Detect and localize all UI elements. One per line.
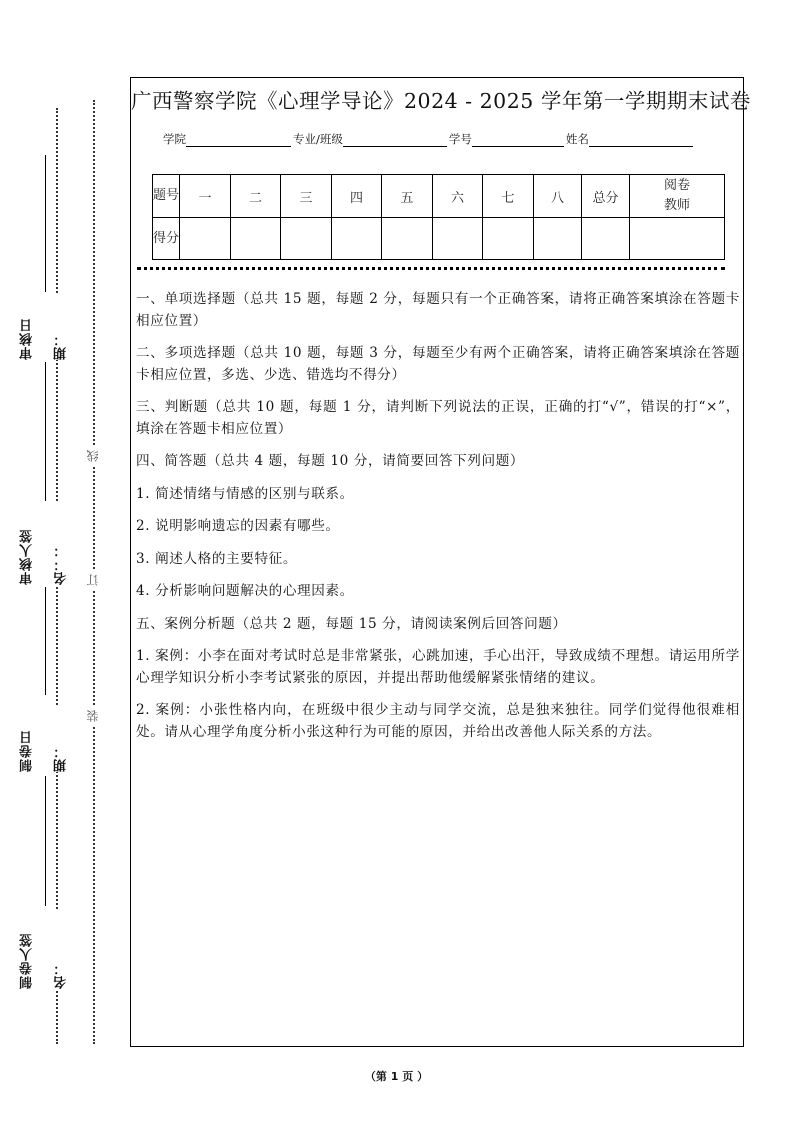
question-number-row — [153, 175, 725, 218]
student-id-field[interactable] — [472, 134, 564, 147]
college-field[interactable] — [186, 134, 291, 147]
exam-content — [136, 289, 740, 754]
section-short-answer: 四、简答题（总共 4 题，每题 10 分，请简要回答下列问题） — [136, 453, 525, 469]
short-answer-question: 1. 简述情绪与情感的区别与联系。 — [136, 485, 354, 502]
case-analysis-question: 2. 案例：小张性格内向，在班级中很少主动与同学交流，总是独来独往。同学们觉得他很难相处。请从心理学角度分析小张这种行为可能的原因，并给出改善他人际关系的方法。 — [136, 702, 740, 740]
grader-header-text: 阅卷教师 — [663, 178, 690, 213]
exam-paper-frame — [130, 77, 751, 1047]
score-cell[interactable] — [281, 218, 332, 260]
name-label: 姓名 — [565, 132, 589, 146]
section-single-choice: 一、单项选择题（总共 15 题，每题 2 分，每题只有一个正确答案，请将正确答案填涂在答题卡相应位置） — [136, 291, 740, 329]
score-header: 得分 — [153, 218, 180, 260]
score-cell[interactable] — [483, 218, 534, 260]
cut-mark-install: 装 — [85, 706, 101, 726]
score-cell[interactable] — [180, 218, 231, 260]
name-field[interactable] — [589, 134, 693, 147]
section-true-false: 三、判断题（总共 10 题，每题 1 分，请判断下列说法的正误，正确的打“√”，错误的打“×”，填涂在答题卡相应位置） — [136, 399, 740, 437]
column-header-grader — [630, 175, 725, 218]
exam-title: 广西警察学院《心理学导论》2024 - 2025 学年第一学期期末试卷 — [131, 89, 751, 113]
page-number: （第 1 页 ） — [364, 1070, 429, 1083]
column-header: 一 — [180, 175, 231, 218]
signature-line — [45, 362, 46, 501]
score-cell[interactable] — [534, 218, 582, 260]
signature-line — [45, 776, 46, 906]
column-header: 五 — [382, 175, 433, 218]
college-label: 学院 — [163, 132, 186, 146]
exam-date-label: 制卷日期： — [28, 706, 62, 772]
column-header: 七 — [483, 175, 534, 218]
column-header: 八 — [534, 175, 582, 218]
score-cell[interactable] — [332, 218, 382, 260]
reviewer-signature-label: 审核人签名：： — [28, 503, 62, 585]
score-cell[interactable] — [231, 218, 281, 260]
section-case-analysis: 五、案例分析题（总共 2 题，每题 15 分，请阅读案例后回答问题） — [136, 615, 567, 632]
signature-line — [45, 587, 46, 695]
column-header: 三 — [281, 175, 332, 218]
score-cell[interactable] — [433, 218, 483, 260]
cut-mark-line: 线 — [85, 446, 101, 466]
score-cell-grader[interactable] — [630, 218, 725, 260]
section-multiple-choice: 二、多项选择题（总共 10 题，每题 3 分，每题至少有两个正确答案，请将正确答案填涂在答题卡相应位置，多选、少选、错选均不得分） — [136, 345, 740, 383]
score-cell[interactable] — [382, 218, 433, 260]
student-info-row — [163, 131, 695, 147]
signature-line — [45, 155, 46, 292]
cut-mark-bind: 订 — [85, 570, 101, 590]
short-answer-question: 3. 阐述人格的主要特征。 — [136, 550, 298, 567]
column-header: 四 — [332, 175, 382, 218]
student-id-label: 学号 — [448, 132, 472, 146]
exam-maker-signature-label: 制卷人签名： — [28, 909, 62, 989]
column-header: 六 — [433, 175, 483, 218]
score-row — [153, 218, 725, 260]
major-class-field[interactable] — [343, 134, 447, 147]
question-number-header: 题号 — [153, 175, 180, 218]
column-header: 二 — [231, 175, 281, 218]
score-table — [152, 174, 725, 260]
short-answer-question: 2. 说明影响遗忘的因素有哪些。 — [136, 518, 340, 534]
case-analysis-question: 1. 案例：小李在面对考试时总是非常紧张，心跳加速，手心出汗，导致成绩不理想。请运用所学心理学知识分析小李考试紧张的原因，并提出帮助他缓解紧张情绪的建议。 — [136, 648, 740, 686]
score-cell-total[interactable] — [582, 218, 630, 260]
short-answer-question: 4. 分析影响问题解决的心理因素。 — [136, 583, 354, 599]
review-date-label: 审核日期： — [28, 294, 62, 360]
major-class-label: 专业/班级 — [293, 132, 343, 146]
column-header: 总分 — [582, 175, 630, 218]
dotted-separator — [137, 267, 725, 270]
